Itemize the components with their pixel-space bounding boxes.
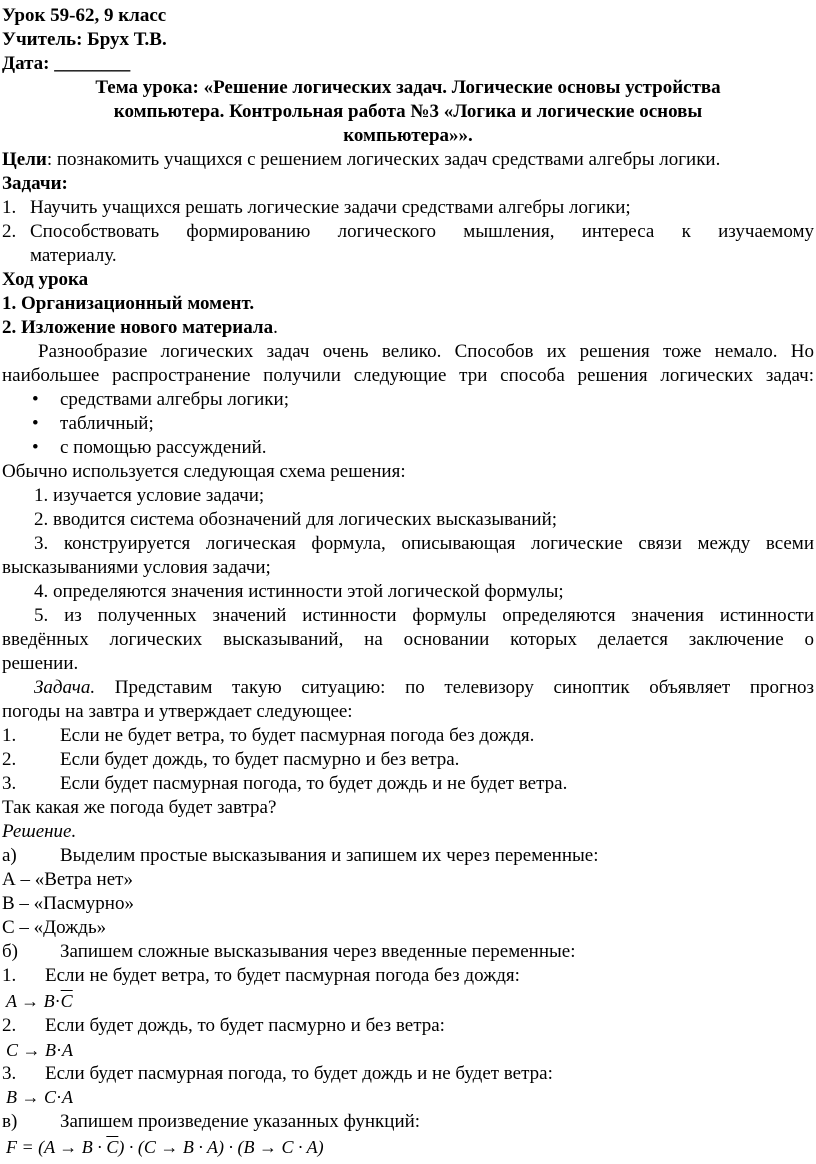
lesson-line: Урок 59-62, 9 класс	[2, 5, 167, 26]
method-item	[2, 388, 816, 411]
bullet-icon: •	[32, 413, 39, 434]
tasks-label: Задачи:	[2, 173, 68, 194]
statement-num: 3.	[2, 1063, 17, 1084]
topic-line-3: компьютера»».	[343, 125, 473, 146]
goals-text: : познакомить учащихся с решением логических задач средствами алгебры логики.	[46, 149, 721, 170]
formula-var: A	[62, 1040, 74, 1060]
step-2-text: 2. Изложение нового материала	[2, 317, 274, 338]
task-num: 2.	[2, 221, 17, 242]
forecast-text: Если не будет ветра, то будет пасмурная погода без дождя.	[60, 725, 535, 746]
task-num: 1.	[2, 197, 17, 218]
step-2-heading	[2, 316, 816, 339]
solution-step-b	[2, 940, 816, 963]
task-item	[2, 196, 816, 219]
statement-3	[2, 1062, 816, 1085]
scheme-step-5-cont: введённых логических высказываний, на основании которых делается заключение о	[2, 629, 814, 650]
goals-line	[2, 148, 816, 171]
task-text: Способствовать формированию логического мышления, интереса к изучаемому	[30, 221, 814, 242]
step-text: Запишем сложные высказывания через введенные переменные:	[60, 941, 576, 962]
solution-step-a	[2, 844, 816, 867]
step-1-heading: 1. Организационный момент.	[2, 293, 255, 314]
problem-line-1	[34, 676, 814, 699]
scheme-step-1: 1. изучается условие задачи;	[34, 485, 265, 506]
variable-a: А – «Ветра нет»	[2, 869, 133, 890]
forecast-num: 1.	[2, 725, 17, 746]
formula-var: C	[6, 1040, 19, 1060]
problem-label: Задача.	[34, 677, 96, 698]
goals-label: Цели	[2, 149, 47, 170]
formula-1	[6, 990, 816, 1013]
course-label: Ход урока	[2, 269, 89, 290]
step-text: Выделим простые высказывания и запишем их через переменные:	[60, 845, 599, 866]
implies-icon: →	[22, 1040, 41, 1060]
formula-var: C	[44, 1087, 57, 1107]
step-2-dot: .	[273, 317, 278, 338]
statement-1	[2, 964, 816, 987]
variable-b: В – «Пасмурно»	[2, 893, 134, 914]
forecast-item	[2, 748, 816, 771]
formula-2	[6, 1039, 816, 1062]
statement-text: Если будет пасмурная погода, то будет дождь и не будет ветра:	[45, 1063, 553, 1084]
bullet-icon: •	[32, 437, 39, 458]
and-icon: ·	[56, 1087, 63, 1107]
solution-label: Решение.	[2, 821, 77, 842]
task-text: Научить учащихся решать логические задачи средствами алгебры логики;	[30, 197, 631, 218]
bullet-icon: •	[32, 389, 39, 410]
final-formula-text: $F = (A \to B \cdot \overline{C}) \cdot (C \to B \cdot A) \cdot (B \to C \cdot A)$	[6, 1137, 324, 1157]
solution-step-c	[2, 1110, 816, 1133]
statement-num: 1.	[2, 965, 17, 986]
intro-line-2: наибольшее распространение получили следующие три способа решения логических задач:	[2, 365, 814, 386]
teacher-line: Учитель: Брух Т.В.	[2, 29, 167, 50]
scheme-step-3: 3. конструируется логическая формула, описывающая логические связи между всеми	[34, 533, 814, 554]
forecast-text: Если будет пасмурная погода, то будет дождь и не будет ветра.	[60, 773, 568, 794]
problem-line-2: погоды на завтра и утверждает следующее:	[2, 701, 353, 722]
forecast-text: Если будет дождь, то будет пасмурно и без ветра.	[60, 749, 460, 770]
method-text: с помощью рассуждений.	[60, 437, 267, 458]
forecast-num: 3.	[2, 773, 17, 794]
implies-icon: →	[21, 991, 40, 1011]
formula-3	[6, 1086, 816, 1109]
method-item	[2, 412, 816, 435]
topic-line-1: Тема урока: «Решение логических задач. Логические основы устройства	[95, 77, 721, 98]
intro-line-1: Разнообразие логических задач очень велико. Способов их решения тоже немало. Но	[38, 341, 814, 362]
scheme-step-2: 2. вводится система обозначений для логических высказываний;	[34, 509, 558, 530]
formula-var: A	[62, 1087, 74, 1107]
topic-line-2: компьютера. Контрольная работа №3 «Логика и логические основы	[113, 101, 703, 122]
formula-var: A	[6, 991, 17, 1011]
forecast-item	[2, 724, 816, 747]
forecast-num: 2.	[2, 749, 17, 770]
step-text: Запишем произведение указанных функций:	[60, 1111, 421, 1132]
question-line: Так какая же погода будет завтра?	[2, 797, 277, 818]
task-item	[2, 220, 814, 243]
scheme-title: Обычно используется следующая схема решения:	[2, 461, 406, 482]
date-line: Дата: ________	[2, 53, 131, 74]
step-marker: б)	[2, 941, 18, 962]
step-marker: в)	[2, 1111, 18, 1132]
forecast-item	[2, 772, 816, 795]
formula-var: B	[43, 991, 55, 1011]
step-marker: а)	[2, 845, 17, 866]
implies-icon: →	[21, 1087, 40, 1107]
and-icon: ·	[54, 991, 61, 1011]
formula-var: B	[6, 1087, 17, 1107]
statement-text: Если не будет ветра, то будет пасмурная погода без дождя:	[45, 965, 520, 986]
statement-num: 2.	[2, 1015, 17, 1036]
scheme-step-3-cont: высказываниями условия задачи;	[2, 557, 271, 578]
task-text-continued: материалу.	[30, 245, 117, 266]
method-text: средствами алгебры логики;	[60, 389, 289, 410]
formula-var: B	[45, 1040, 57, 1060]
method-text: табличный;	[60, 413, 154, 434]
formula-var-negated: $\overline{C}$	[106, 1137, 119, 1157]
scheme-step-5-end: решении.	[2, 653, 79, 674]
final-formula	[6, 1136, 816, 1159]
statement-text: Если будет дождь, то будет пасмурно и без ветра:	[45, 1015, 445, 1036]
method-item	[2, 436, 816, 459]
problem-text: Представим такую ситуацию: по телевизору синоптик объявляет прогноз	[95, 677, 814, 698]
formula-var-negated: $\overline{C}$	[60, 991, 73, 1011]
variable-c: С – «Дождь»	[2, 917, 107, 938]
scheme-step-4: 4. определяются значения истинности этой логической формулы;	[34, 581, 564, 602]
statement-2	[2, 1014, 816, 1037]
scheme-step-5: 5. из полученных значений истинности формулы определяются значения истинности	[34, 605, 814, 626]
and-icon: ·	[56, 1040, 63, 1060]
